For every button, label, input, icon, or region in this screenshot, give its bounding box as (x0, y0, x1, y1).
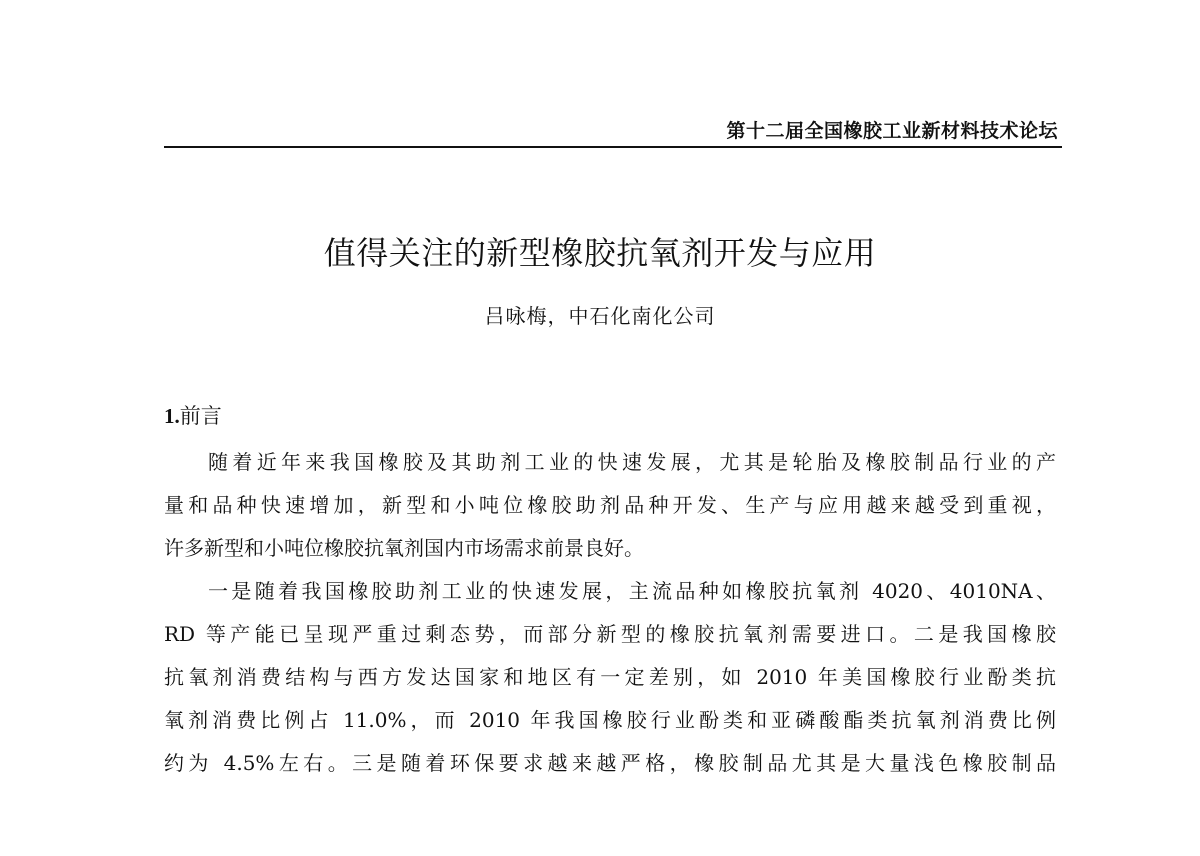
section-heading (164, 400, 222, 430)
text-line: 随着近年来我国橡胶及其助剂工业的快速发展，尤其是轮胎及橡胶制品行业的产 (208, 450, 1056, 474)
section-title: 前言 (179, 404, 222, 428)
author-affiliation: 吕咏梅，中石化南化公司 (484, 304, 716, 328)
paragraph (164, 570, 1056, 785)
text-line: 量和品种快速增加，新型和小吨位橡胶助剂品种开发、生产与应用越来越受到重视， (164, 493, 1056, 517)
text-line: 约为 4.5%左右。三是随着环保要求越来越严格，橡胶制品尤其是大量浅色橡胶制品 (164, 751, 1056, 775)
article-title: 值得关注的新型橡胶抗氧剂开发与应用 (323, 234, 877, 272)
text-line: 氧剂消费比例占 11.0%，而 2010 年我国橡胶行业酚类和亚磷酸酯类抗氧剂消费比例 (164, 708, 1056, 732)
running-header: 第十二届全国橡胶工业新材料技术论坛 (726, 120, 1058, 142)
body-text (164, 441, 1056, 785)
text-line: 许多新型和小吨位橡胶抗氧剂国内市场需求前景良好。 (164, 536, 644, 560)
header-rule (164, 146, 1062, 148)
text-line: 抗氧剂消费结构与西方发达国家和地区有一定差别，如 2010 年美国橡胶行业酚类抗 (164, 665, 1056, 689)
text-line: RD 等产能已呈现严重过剩态势，而部分新型的橡胶抗氧剂需要进口。二是我国橡胶 (164, 622, 1056, 646)
paragraph (164, 441, 1056, 570)
section-number: 1. (164, 404, 180, 428)
text-line: 一是随着我国橡胶助剂工业的快速发展，主流品种如橡胶抗氧剂 4020、4010NA、 (208, 579, 1056, 603)
